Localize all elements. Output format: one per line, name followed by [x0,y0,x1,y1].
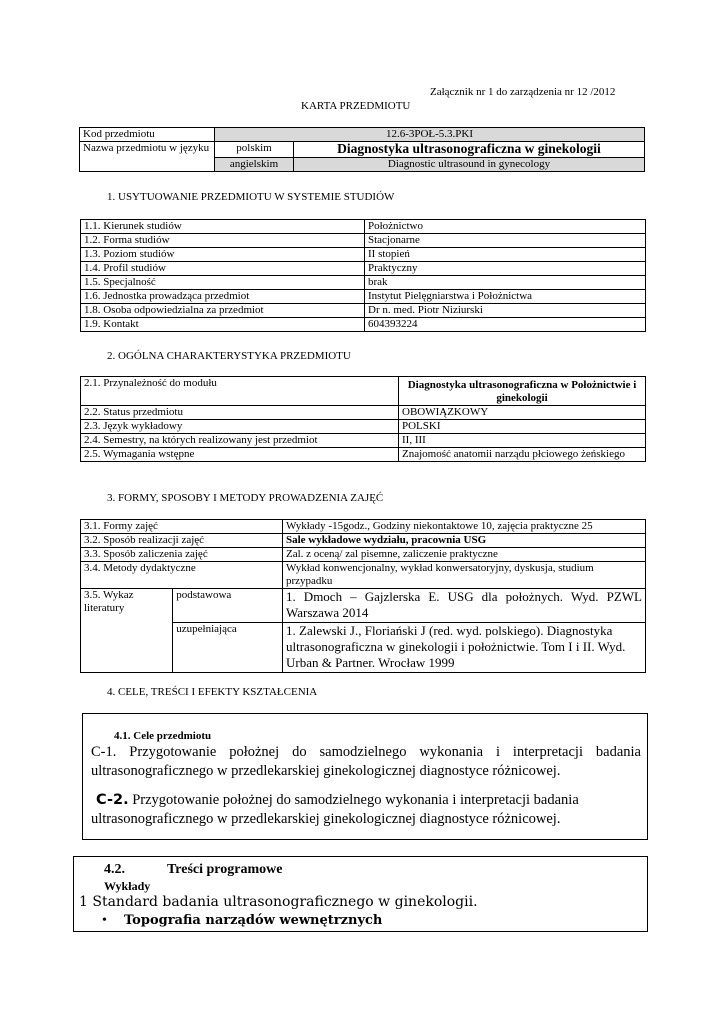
code-label: Kod przedmiotu [80,128,215,142]
section1-table [80,219,646,332]
method-label: 3.2. Sposób realizacji zajęć [81,534,283,548]
module-value: Diagnostyka ultrasonograficzna w Położnictwie i ginekologii [399,377,646,406]
course-table [79,127,645,172]
section4-heading: 4. CELE, TREŚCI I EFEKTY KSZTAŁCENIA [107,686,318,698]
credit-value: Zal. z oceną/ zal pisemne, zaliczenie praktyczne [283,548,646,562]
credit-label: 3.3. Sposób zaliczenia zajęć [81,548,283,562]
goal-2-code: C-2. [96,792,129,808]
row-value: 604393224 [365,318,646,332]
row-label: 1.1. Kierunek studiów [81,220,365,234]
course-name-pl: Diagnostyka ultrasonograficzna w ginekologii [294,142,645,158]
literature-extra-value: 1. Zalewski J., Floriański J (red. wyd. polskiego). Diagnostyka ultrasonograficzna w ginekologii i położnictwie. Tom I i II. Wyd. Urban & Partner. Wrocław 1999 [283,623,646,673]
page-title: KARTA PRZEDMIOTU [301,100,411,112]
section3-table [80,519,646,673]
literature-label: 3.5. Wykaz literatury [81,589,173,673]
row-label: 2.4. Semestry, na których realizowany jest przedmiot [81,434,399,448]
row-label: 1.6. Jednostka prowadząca przedmiot [81,290,365,304]
row-value: OBOWIĄZKOWY [399,406,646,420]
row-label: 1.9. Kontakt [81,318,365,332]
row-label: 1.4. Profil studiów [81,262,365,276]
goals-heading: 4.1. Cele przedmiotu [114,730,212,742]
module-label: 2.1. Przynależność do modułu [81,377,399,406]
annex-note: Załącznik nr 1 do zarządzenia nr 12 /2012 [430,86,616,98]
row-label: 1.3. Poziom studiów [81,248,365,262]
bullet-icon: • [102,913,107,928]
name-label: Nazwa przedmiotu w języku [80,142,215,172]
content-heading: Treści programowe [167,862,283,877]
code-value: 12.6-3POŁ-5.3.PKI [215,128,645,142]
row-value: Instytut Pielęgniarstwa i Położnictwa [365,290,646,304]
row-value: Praktyczny [365,262,646,276]
row-label: 1.5. Specjalność [81,276,365,290]
goals-box [82,713,648,840]
lectures-label: Wykłady [104,879,151,893]
forms-value: Wykłady -15godz., Godziny niekontaktowe 10, zajęcia praktyczne 25 [283,520,646,534]
didactic-value: Wykład konwencjonalny, wykład konwersatoryjny, dyskusja, studium przypadku [283,562,646,589]
row-label: 1.8. Osoba odpowiedzialna za przedmiot [81,304,365,318]
section2-table [80,376,646,462]
content-number: 4.2. [104,862,125,877]
content-box [73,856,648,932]
literature-extra-label: uzupełniająca [173,623,283,673]
literature-basic-value: 1. Dmoch – Gajzlerska E. USG dla położnych. Wyd. PZWL Warszawa 2014 [283,589,646,623]
goal-2-text: Przygotowanie położnej do samodzielnego wykonania i interpretacji badania ultrasonograficznego w przedlekarskiej ginekologicznej diagnostyce różnicowej. [91,792,579,827]
goal-1: C-1. Przygotowanie położnej do samodzielnego wykonania i interpretacji badania ultrasonograficznego w przedlekarskiej ginekologicznej diagnostyce różnicowej. [91,744,641,779]
content-item-2: Topografia narządów wewnętrznych [124,913,383,928]
didactic-label: 3.4. Metody dydaktyczne [81,562,283,589]
course-name-en: Diagnostic ultrasound in gynecology [294,158,645,172]
literature-basic-label: podstawowa [173,589,283,623]
row-value: Dr n. med. Piotr Niziurski [365,304,646,318]
method-value: Sale wykładowe wydziału, pracownia USG [283,534,646,548]
row-value: POLSKI [399,420,646,434]
forms-label: 3.1. Formy zajęć [81,520,283,534]
content-item-1: 1 Standard badania ultrasonograficznego w ginekologii. [79,894,478,910]
lang-pl-label: polskim [215,142,294,158]
row-value: Stacjonarne [365,234,646,248]
row-value: brak [365,276,646,290]
row-value: II, III [399,434,646,448]
row-value: Znajomość anatomii narządu płciowego żeńskiego [399,448,646,462]
row-label: 2.3. Język wykładowy [81,420,399,434]
row-label: 1.2. Forma studiów [81,234,365,248]
section3-heading: 3. FORMY, SPOSOBY I METODY PROWADZENIA ZAJĘĆ [107,492,384,504]
section2-heading: 2. OGÓLNA CHARAKTERYSTYKA PRZEDMIOTU [107,350,351,362]
row-value: II stopień [365,248,646,262]
row-label: 2.2. Status przedmiotu [81,406,399,420]
goal-2 [91,791,641,829]
row-value: Położnictwo [365,220,646,234]
lang-en-label: angielskim [215,158,294,172]
row-label: 2.5. Wymagania wstępne [81,448,399,462]
section1-heading: 1. USYTUOWANIE PRZEDMIOTU W SYSTEMIE STUDIÓW [107,191,395,203]
